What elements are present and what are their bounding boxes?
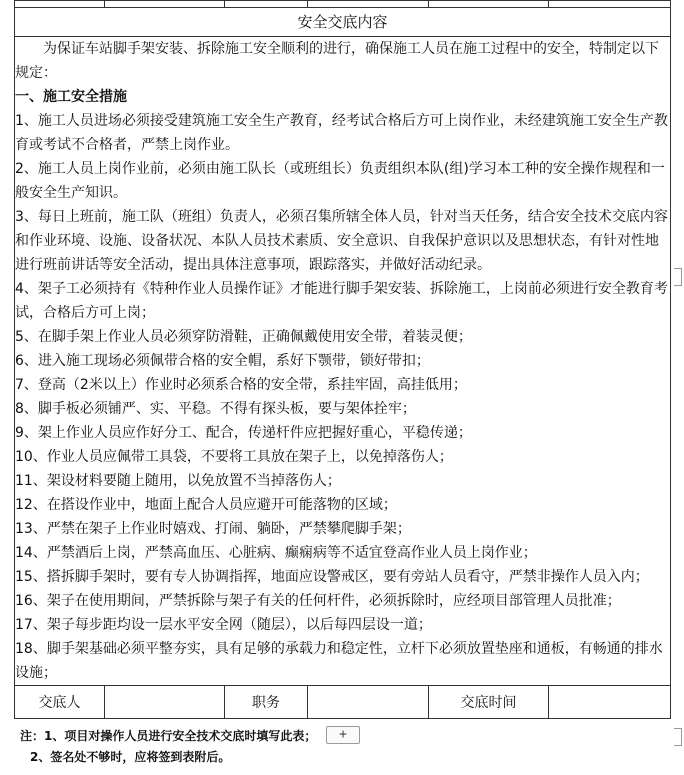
handover-person-field[interactable] [105,686,225,719]
position-label: 职务 [225,686,308,719]
list-item: 5、在脚手架上作业人员必须穿防滑鞋，正确佩戴使用安全带，着装灵便； [15,329,472,345]
disclosure-table [14,0,671,719]
list-item: 15、搭拆脚手架时，要有专人协调指挥，地面应设警戒区，要有旁站人员看守，严禁非操作人员入内； [15,569,649,585]
list-item: 1、施工人员进场必须接受建筑施工安全生产教育，经考试合格后方可上岗作业，未经建筑施工安全生产教育或考试不合格者，严禁上岗作业。 [15,113,668,153]
table-edge-handle[interactable] [674,728,682,746]
list-item: 9、架上作业人员应作好分工、配合，传递杆件应把握好重心，平稳传递； [15,425,472,441]
note-2: 2、签名处不够时，应将签到表附后。 [30,750,231,764]
list-item: 10、作业人员应佩带工具袋，不要将工具放在架子上，以免掉落伤人； [15,449,453,465]
section-title: 安全交底内容 [15,8,671,37]
list-item: 4、架子工必须持有《特种作业人员操作证》才能进行脚手架安装、拆除施工，上岗前必须进行安全教育考试，合格后方可上岗； [15,281,668,321]
title-row [15,8,671,37]
section-heading: 一、施工安全措施 [15,89,127,105]
list-item: 18、脚手架基础必须平整夯实，具有足够的承载力和稳定性，立杆下必须放置垫座和通板，有畅通的排水设施； [15,641,663,681]
signature-row [15,686,671,719]
list-item: 12、在搭设作业中，地面上配合人员应避开可能落物的区域； [15,497,397,513]
list-item: 16、架子在使用期间，严禁拆除与架子有关的任何杆件，必须拆除时，应经项目部管理人员批准； [15,593,621,609]
handover-time-label: 交底时间 [429,686,549,719]
table-edge-handle[interactable] [674,268,682,286]
table-top-stub-row [15,1,671,8]
add-row-button[interactable]: + [326,726,360,744]
list-item: 13、严禁在架子上作业时嬉戏、打闹、躺卧，严禁攀爬脚手架； [15,521,411,537]
document-sheet [14,0,670,719]
position-field[interactable] [308,686,429,719]
intro-paragraph: 为保证车站脚手架安装、拆除施工安全顺利的进行，确保施工人员在施工过程中的安全，特制定以下规定： [15,41,659,81]
content-cell[interactable] [15,37,671,686]
list-item: 8、脚手板必须铺严、实、平稳。不得有探头板，要与架体拴牢； [15,401,416,417]
list-item: 6、进入施工现场必须佩带合格的安全帽，系好下颚带，锁好带扣； [15,353,430,369]
note-1: 注：1、项目对操作人员进行安全技术交底时填写此表； [20,729,317,743]
list-item: 17、架子每步距均设一层水平安全网（随层），以后每四层设一道； [15,617,432,633]
list-item: 11、架设材料要随上随用，以免放置不当掉落伤人； [15,473,341,489]
list-item: 14、严禁酒后上岗，严禁高血压、心脏病、癫痫病等不适宜登高作业人员上岗作业； [15,545,537,561]
list-item: 3、每日上班前，施工队（班组）负责人，必须召集所辖全体人员，针对当天任务，结合安全技术交底内容和作业环境、设施、设备状况、本队人员技术素质、安全意识、自我保护意识以及思想状态，有针对性地进行班前讲话等安全活动，提出具体注意事项，跟踪落实，并做好活动纪录。 [15,209,668,273]
list-item: 2、施工人员上岗作业前，必须由施工队长（或班组长）负责组织本队(组)学习本工种的安全操作规程和一般安全生产知识。 [15,161,665,201]
list-item: 7、登高（2米以上）作业时必须系合格的安全带，系挂牢固，高挂低用； [15,377,467,393]
handover-time-field[interactable] [549,686,671,719]
handover-person-label: 交底人 [15,686,105,719]
content-row [15,37,671,686]
